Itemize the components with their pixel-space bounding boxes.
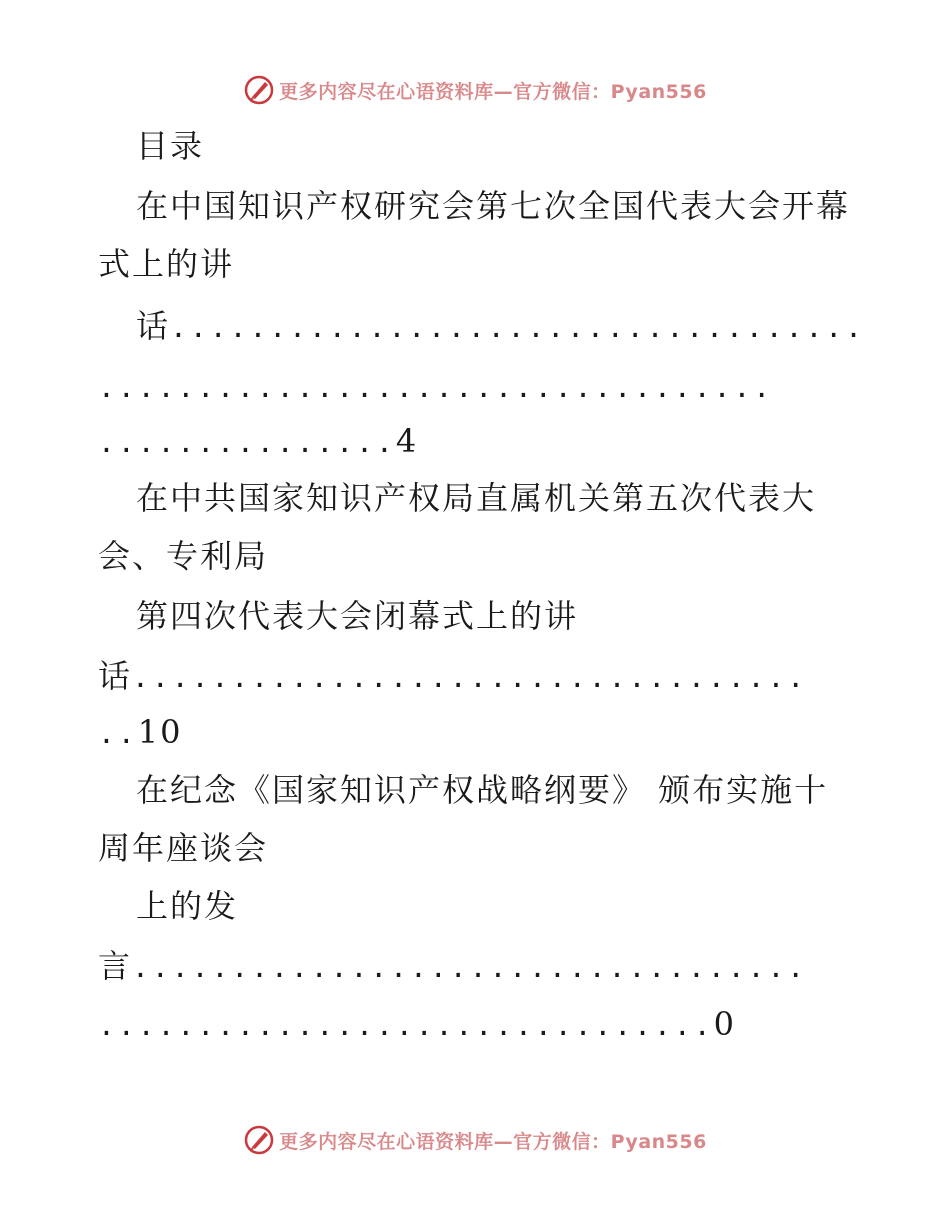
toc-entry-2-leader-dots-2: ..	[98, 717, 138, 750]
watermark-text: 更多内容尽在心语资料库—官方微信：Pyan556	[279, 1130, 707, 1153]
toc-entry-2-page-number: 10	[137, 713, 183, 751]
watermark-banner-top	[0, 70, 950, 110]
toc-entry-3-page-number: 0	[713, 1005, 736, 1043]
toc-entry-1-leader-dots-3: ...............	[98, 426, 396, 459]
toc-entry-1-line-5	[0, 421, 950, 463]
toc-entry-1-title-line-1: 在中国知识产权研究会第七次全国代表大会开幕	[136, 187, 851, 225]
toc-entry-3-line-5	[0, 1004, 950, 1046]
toc-entry-1-line-3	[0, 306, 950, 348]
toc-entry-2-leader-dots: ..................................	[132, 661, 808, 694]
quill-pen-circle-icon	[243, 74, 275, 106]
toc-entry-1-line-4	[0, 366, 950, 408]
toc-entry-3-title-line-3: 上的发	[136, 887, 239, 925]
toc-heading: 目录	[136, 127, 205, 165]
toc-entry-2-line-5	[0, 712, 950, 754]
toc-entry-2-line-4	[0, 656, 950, 698]
toc-entry-2-title-line-3: 第四次代表大会闭幕式上的讲	[136, 597, 579, 635]
toc-entry-2-title-line-1: 在中共国家知识产权局直属机关第五次代表大	[136, 479, 817, 517]
toc-entry-3-leader-dots: ..................................	[132, 951, 808, 984]
toc-entry-3-leader-dots-2: ...............................	[98, 1009, 714, 1042]
toc-entry-2-title-end: 话	[98, 657, 133, 695]
toc-entry-1-leader-dots: ...................................	[170, 311, 866, 344]
toc-entry-1-title-line-2: 式上的讲	[98, 245, 235, 283]
watermark-text: 更多内容尽在心语资料库—官方微信：Pyan556	[279, 80, 707, 103]
toc-entry-1-title-end: 话	[136, 307, 171, 345]
toc-entry-2-title-line-2: 会、专利局	[98, 537, 269, 575]
toc-entry-3-title-line-1: 在纪念《国家知识产权战略纲要》 颁布实施十	[136, 771, 829, 809]
quill-pen-circle-icon	[243, 1124, 275, 1156]
toc-entry-3-title-end: 言	[98, 947, 133, 985]
watermark-banner-bottom	[0, 1120, 950, 1160]
toc-entry-3-line-4	[0, 946, 950, 988]
toc-entry-1-page-number: 4	[395, 422, 419, 460]
toc-entry-1-leader-dots-2: ..................................	[98, 371, 774, 404]
toc-entry-3-title-line-2: 周年座谈会	[98, 829, 269, 867]
